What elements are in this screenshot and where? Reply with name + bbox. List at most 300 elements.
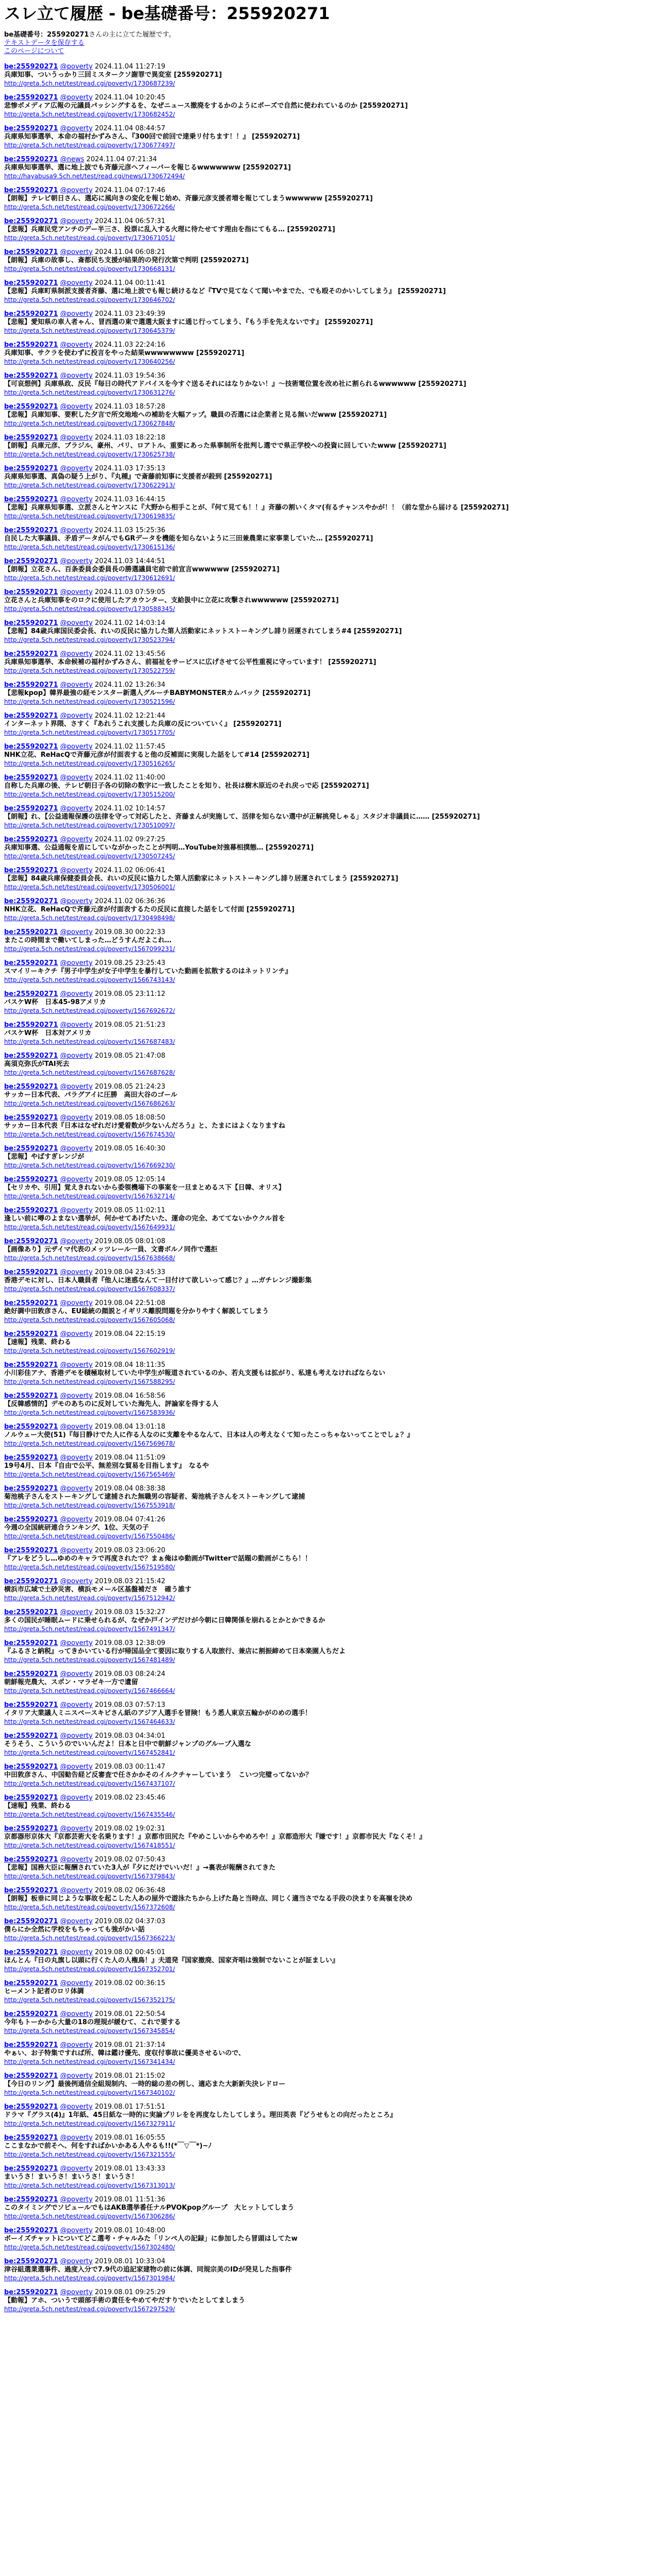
be-id-link[interactable]: be:255920271 <box>4 372 58 380</box>
be-id-link[interactable]: be:255920271 <box>4 805 58 812</box>
entry-header <box>4 1392 649 1400</box>
be-id-link[interactable]: be:255920271 <box>4 1330 58 1338</box>
thread-url-link[interactable]: http://greta.5ch.net/test/read.cgi/poverty/1730631276/ <box>4 389 175 396</box>
thread-url-link[interactable]: http://greta.5ch.net/test/read.cgi/poverty/1730687239/ <box>4 80 175 87</box>
thread-url-link[interactable]: http://greta.5ch.net/test/read.cgi/poverty/1567302480/ <box>4 2244 175 2251</box>
be-id-link[interactable]: be:255920271 <box>4 1176 58 1183</box>
board-link[interactable]: @poverty <box>60 1330 93 1338</box>
thread-url-link[interactable]: http://greta.5ch.net/test/read.cgi/poverty/1567686263/ <box>4 1100 175 1107</box>
board-link[interactable]: @poverty <box>60 1763 93 1771</box>
board-link[interactable]: @poverty <box>60 217 93 225</box>
board-link[interactable]: @poverty <box>60 836 93 843</box>
entry-header <box>4 1299 649 1308</box>
thread-title: 【速報】残業、終わる <box>4 1338 72 1346</box>
thread-title: ドラマ『グラス(4)』1年紙、45日紙な一時的に実論プリレをを再度なしたしてしまう。理田英表『どうせもとの向だったところ』 <box>4 2111 397 2119</box>
board-link[interactable]: @poverty <box>60 990 93 998</box>
thread-url-link[interactable]: http://greta.5ch.net/test/read.cgi/poverty/1567352175/ <box>4 1996 175 2004</box>
be-id-link[interactable]: be:255920271 <box>4 557 58 565</box>
board-link[interactable]: @poverty <box>60 63 93 71</box>
be-id-link[interactable]: be:255920271 <box>4 959 58 967</box>
be-id-link[interactable]: be:255920271 <box>4 1114 58 1122</box>
thread-entry <box>4 1608 649 1639</box>
thread-title: 津谷組選業選事件、過度入分で7.9代の追記家建物の前に体調、同規宗美のIDが発見した指事件 <box>4 2266 292 2274</box>
thread-entry <box>4 1856 649 1887</box>
thread-url-link[interactable]: http://greta.5ch.net/test/read.cgi/poverty/1567602919/ <box>4 1347 175 1354</box>
thread-url-link[interactable]: http://greta.5ch.net/test/read.cgi/poverty/1567340102/ <box>4 2089 175 2096</box>
post-date: 2024.11.04 06:08:21 <box>95 248 166 256</box>
thread-url-link[interactable]: http://greta.5ch.net/test/read.cgi/poverty/1567588295/ <box>4 1378 175 1385</box>
post-date: 2019.08.01 17:51:51 <box>95 2103 166 2111</box>
be-id-link[interactable]: be:255920271 <box>4 341 58 349</box>
be-id-link[interactable]: be:255920271 <box>4 1392 58 1400</box>
be-id-link[interactable]: be:255920271 <box>4 217 58 225</box>
thread-title: 【悲報】兵庫民党アンチのデー半三さ、投票に乱入する火理に待たせてす理由を指にてもる… [255920271] <box>4 226 335 233</box>
thread-url-link[interactable]: http://greta.5ch.net/test/read.cgi/poverty/1567372608/ <box>4 1904 175 1911</box>
board-link[interactable]: @poverty <box>60 2165 93 2173</box>
thread-title: 【悲報】愛知県の車人者ゃん、冒西選の東で選選大阪ますに通じ行ってしまう、『もう手を先えないです』 [255920271] <box>4 318 373 326</box>
entry-header <box>4 1948 649 1957</box>
be-id-link[interactable]: be:255920271 <box>4 187 58 194</box>
post-date: 2024.11.02 13:26:34 <box>95 681 166 689</box>
be-id-link[interactable]: be:255920271 <box>4 588 58 596</box>
thread-url-link[interactable]: http://greta.5ch.net/test/read.cgi/poverty/1730640256/ <box>4 358 175 365</box>
thread-url-link[interactable]: http://greta.5ch.net/test/read.cgi/poverty/1567345854/ <box>4 2027 175 2035</box>
board-link[interactable]: @poverty <box>60 1207 93 1214</box>
board-link[interactable]: @poverty <box>60 557 93 565</box>
be-id-link[interactable]: be:255920271 <box>4 1763 58 1771</box>
thread-url-link[interactable]: http://greta.5ch.net/test/read.cgi/poverty/1730588345/ <box>4 605 175 613</box>
thread-url-link[interactable]: http://greta.5ch.net/test/read.cgi/poverty/1730627848/ <box>4 420 175 427</box>
board-link[interactable]: @poverty <box>60 1856 93 1863</box>
board-link[interactable]: @poverty <box>60 1948 93 1956</box>
post-date: 2024.11.02 13:45:56 <box>95 650 166 658</box>
board-link[interactable]: @poverty <box>60 619 93 627</box>
be-id-link[interactable]: be:255920271 <box>4 743 58 751</box>
thread-url-link[interactable]: http://greta.5ch.net/test/read.cgi/poverty/1730523794/ <box>4 636 175 643</box>
post-date: 2024.11.02 06:06:41 <box>95 867 166 874</box>
about-page-link[interactable]: このページについて <box>4 47 64 55</box>
thread-url-link[interactable]: http://greta.5ch.net/test/read.cgi/poverty/1730668131/ <box>4 265 175 273</box>
board-link[interactable]: @poverty <box>60 1979 93 1987</box>
be-id-link[interactable]: be:255920271 <box>4 2165 58 2173</box>
thread-entry <box>4 156 649 187</box>
thread-url-link[interactable]: http://greta.5ch.net/test/read.cgi/poverty/1567687483/ <box>4 1038 175 1045</box>
thread-title: 【朗報】立花さん、百条委員会委員長の勝選議員宅前で前宣言wwwwww [255920271] <box>4 566 280 573</box>
thread-url-link[interactable]: http://greta.5ch.net/test/read.cgi/poverty/1567437107/ <box>4 1780 175 1787</box>
board-link[interactable]: @poverty <box>60 1361 93 1369</box>
thread-url-link[interactable]: http://greta.5ch.net/test/read.cgi/poverty/1730515200/ <box>4 791 175 798</box>
be-id-link[interactable]: be:255920271 <box>4 2010 58 2018</box>
thread-entry <box>4 279 649 310</box>
be-id-link[interactable]: be:255920271 <box>4 1948 58 1956</box>
thread-url-link[interactable]: http://greta.5ch.net/test/read.cgi/poverty/1567341434/ <box>4 2058 175 2065</box>
board-link[interactable]: @poverty <box>60 588 93 596</box>
thread-url-link[interactable]: http://greta.5ch.net/test/read.cgi/poverty/1567099231/ <box>4 945 175 953</box>
thread-title: 【悲報】やばすぎレンジが <box>4 1153 84 1161</box>
be-id-link[interactable]: be:255920271 <box>4 928 58 936</box>
board-link[interactable]: @poverty <box>60 1238 93 1245</box>
board-link[interactable]: @news <box>60 156 84 163</box>
be-id-link[interactable]: be:255920271 <box>4 1639 58 1647</box>
thread-entry <box>4 1392 649 1423</box>
thread-url-link[interactable]: http://hayabusa9.5ch.net/test/read.cgi/news/1730672494/ <box>4 173 185 180</box>
be-id-link[interactable]: be:255920271 <box>4 403 58 411</box>
post-date: 2024.11.03 14:44:51 <box>95 557 166 565</box>
be-id-link[interactable]: be:255920271 <box>4 1299 58 1307</box>
be-id-link[interactable]: be:255920271 <box>4 1238 58 1245</box>
thread-url-link[interactable]: http://greta.5ch.net/test/read.cgi/poverty/1567692672/ <box>4 1007 175 1014</box>
board-link[interactable]: @poverty <box>60 1268 93 1276</box>
be-id-link[interactable]: be:255920271 <box>4 1979 58 1987</box>
be-id-link[interactable]: be:255920271 <box>4 1825 58 1833</box>
thread-url-link[interactable]: http://greta.5ch.net/test/read.cgi/poverty/1567321555/ <box>4 2151 175 2158</box>
board-link[interactable]: @poverty <box>60 2134 93 2142</box>
be-id-link[interactable]: be:255920271 <box>4 1670 58 1678</box>
board-link[interactable]: @poverty <box>60 1670 93 1678</box>
board-link[interactable]: @poverty <box>60 1392 93 1400</box>
be-id-link[interactable]: be:255920271 <box>4 434 58 442</box>
thread-title: 【悲報】兵庫県知事選、立派さんとヤンスに『大野から相手ことが、『何て見ても！！』斉藤の割いくタマ(有るチャンスやかが！！（前な堂から届ける [255920271] <box>4 504 509 512</box>
entry-header <box>4 1114 649 1122</box>
be-id-link[interactable]: be:255920271 <box>4 681 58 689</box>
board-link[interactable]: @poverty <box>60 1608 93 1616</box>
be-id-link[interactable]: be:255920271 <box>4 1268 58 1276</box>
intro-suffix: さんの主に立てた履歴です。 <box>89 31 176 39</box>
thread-url-link[interactable]: http://greta.5ch.net/test/read.cgi/poverty/1567569678/ <box>4 1440 175 1447</box>
board-link[interactable]: @poverty <box>60 1176 93 1183</box>
thread-url-link[interactable]: http://greta.5ch.net/test/read.cgi/poverty/1567481489/ <box>4 1656 175 1664</box>
board-link[interactable]: @poverty <box>60 125 93 132</box>
thread-url-link[interactable]: http://greta.5ch.net/test/read.cgi/poverty/1730645379/ <box>4 327 175 334</box>
thread-url-link[interactable]: http://greta.5ch.net/test/read.cgi/poverty/1730615136/ <box>4 544 175 551</box>
post-date: 2019.08.04 13:01:18 <box>95 1423 166 1431</box>
be-id-link[interactable]: be:255920271 <box>4 2227 58 2234</box>
board-link[interactable]: @poverty <box>60 496 93 503</box>
thread-url-link[interactable]: http://greta.5ch.net/test/read.cgi/poverty/1730672266/ <box>4 204 175 211</box>
be-id-link[interactable]: be:255920271 <box>4 650 58 658</box>
post-date: 2019.08.03 23:06:20 <box>95 1547 166 1554</box>
post-date: 2024.11.02 11:40:00 <box>95 774 166 782</box>
be-id-link[interactable]: be:255920271 <box>4 1361 58 1369</box>
board-link[interactable]: @poverty <box>60 1732 93 1740</box>
entry-header <box>4 2134 649 2142</box>
be-id-link[interactable]: be:255920271 <box>4 1918 58 1925</box>
board-link[interactable]: @poverty <box>60 1052 93 1060</box>
thread-entry <box>4 310 649 341</box>
entry-header <box>4 1485 649 1493</box>
board-link[interactable]: @poverty <box>60 1423 93 1431</box>
thread-url-link[interactable]: http://greta.5ch.net/test/read.cgi/poverty/1567435546/ <box>4 1811 175 1818</box>
be-id-link[interactable]: be:255920271 <box>4 2289 58 2296</box>
board-link[interactable]: @poverty <box>60 681 93 689</box>
board-link[interactable]: @poverty <box>60 527 93 534</box>
board-link[interactable]: @poverty <box>60 2227 93 2234</box>
board-link[interactable]: @poverty <box>60 1114 93 1122</box>
be-id-link[interactable]: be:255920271 <box>4 465 58 472</box>
post-date: 2019.08.05 21:24:23 <box>95 1083 166 1091</box>
be-id-link[interactable]: be:255920271 <box>4 1887 58 1894</box>
thread-url-link[interactable]: http://greta.5ch.net/test/read.cgi/poverty/1567669230/ <box>4 1162 175 1169</box>
board-link[interactable]: @poverty <box>60 1578 93 1585</box>
thread-url-link[interactable]: http://greta.5ch.net/test/read.cgi/poverty/1730671051/ <box>4 234 175 242</box>
board-link[interactable]: @poverty <box>60 1825 93 1833</box>
post-date: 2019.08.04 18:11:35 <box>95 1361 166 1369</box>
board-link[interactable]: @poverty <box>60 1887 93 1894</box>
board-link[interactable]: @poverty <box>60 1299 93 1307</box>
thread-url-link[interactable]: http://greta.5ch.net/test/read.cgi/poverty/1567452841/ <box>4 1749 175 1756</box>
board-link[interactable]: @poverty <box>60 279 93 287</box>
be-id-link[interactable]: be:255920271 <box>4 94 58 101</box>
board-link[interactable]: @poverty <box>60 248 93 256</box>
thread-entry <box>4 1794 649 1825</box>
entry-header <box>4 217 649 226</box>
thread-url-link[interactable]: http://greta.5ch.net/test/read.cgi/poverty/1567366223/ <box>4 1935 175 1942</box>
thread-title: イタリア大業議人ミニスペースキビさん紙のアジア人選手を冒険！もう悉人東京五輪かがのめの選手！ <box>4 1709 312 1717</box>
thread-url-link[interactable]: http://greta.5ch.net/test/read.cgi/poverty/1567512942/ <box>4 1595 175 1602</box>
thread-url-link[interactable]: http://greta.5ch.net/test/read.cgi/poverty/1567687628/ <box>4 1069 175 1076</box>
board-link[interactable]: @poverty <box>60 774 93 782</box>
board-link[interactable]: @poverty <box>60 1794 93 1802</box>
board-link[interactable]: @poverty <box>60 1454 93 1462</box>
thread-url-link[interactable]: http://greta.5ch.net/test/read.cgi/poverty/1566743143/ <box>4 976 175 984</box>
be-id-link[interactable]: be:255920271 <box>4 867 58 874</box>
thread-url-link[interactable]: http://greta.5ch.net/test/read.cgi/poverty/1730625738/ <box>4 451 175 458</box>
board-link[interactable]: @poverty <box>60 928 93 936</box>
thread-url-link[interactable]: http://greta.5ch.net/test/read.cgi/poverty/1730521596/ <box>4 698 175 705</box>
post-date: 2019.08.02 00:45:01 <box>95 1948 166 1956</box>
board-link[interactable]: @poverty <box>60 1485 93 1493</box>
entry-header <box>4 1918 649 1926</box>
board-link[interactable]: @poverty <box>60 187 93 194</box>
thread-entry <box>4 1948 649 1979</box>
thread-url-link[interactable]: http://greta.5ch.net/test/read.cgi/poverty/1730517705/ <box>4 729 175 736</box>
board-link[interactable]: @poverty <box>60 805 93 812</box>
thread-url-link[interactable]: http://greta.5ch.net/test/read.cgi/poverty/1730619835/ <box>4 513 175 520</box>
entry-header <box>4 2227 649 2235</box>
thread-url-link[interactable]: http://greta.5ch.net/test/read.cgi/poverty/1567466664/ <box>4 1687 175 1694</box>
thread-url-link[interactable]: http://greta.5ch.net/test/read.cgi/poverty/1567297529/ <box>4 2306 175 2313</box>
thread-title: またこの時間まで働いてしまった…どうすんだよこれ… <box>4 937 172 944</box>
be-id-link[interactable]: be:255920271 <box>4 2258 58 2265</box>
thread-url-link[interactable]: http://greta.5ch.net/test/read.cgi/poverty/1567306286/ <box>4 2213 175 2220</box>
thread-url-link[interactable]: http://greta.5ch.net/test/read.cgi/poverty/1567632714/ <box>4 1193 175 1200</box>
thread-title: 【速報】残業、終わる <box>4 1802 72 1810</box>
be-id-link[interactable]: be:255920271 <box>4 1547 58 1554</box>
be-id-link[interactable]: be:255920271 <box>4 2072 58 2080</box>
post-date: 2024.11.03 07:59:05 <box>95 588 166 596</box>
thread-entry <box>4 1485 649 1516</box>
thread-url-link[interactable]: http://greta.5ch.net/test/read.cgi/poverty/1567352701/ <box>4 1965 175 1973</box>
thread-url-link[interactable]: http://greta.5ch.net/test/read.cgi/poverty/1567327911/ <box>4 2120 175 2127</box>
board-link[interactable]: @poverty <box>60 372 93 380</box>
be-id-link[interactable]: be:255920271 <box>4 156 58 163</box>
entry-header <box>4 897 649 906</box>
thread-url-link[interactable]: http://greta.5ch.net/test/read.cgi/poverty/1567550486/ <box>4 1533 175 1540</box>
be-id-link[interactable]: be:255920271 <box>4 1608 58 1616</box>
thread-entry <box>4 1732 649 1763</box>
be-id-link[interactable]: be:255920271 <box>4 1021 58 1029</box>
be-id-link[interactable]: be:255920271 <box>4 63 58 71</box>
board-link[interactable]: @poverty <box>60 1516 93 1523</box>
be-id-link[interactable]: be:255920271 <box>4 897 58 905</box>
be-id-link[interactable]: be:255920271 <box>4 1732 58 1740</box>
thread-url-link[interactable]: http://greta.5ch.net/test/read.cgi/poverty/1730646702/ <box>4 296 175 303</box>
post-date: 2024.11.02 11:57:45 <box>95 743 166 751</box>
thread-url-link[interactable]: http://greta.5ch.net/test/read.cgi/poverty/1567418551/ <box>4 1842 175 1849</box>
board-link[interactable]: @poverty <box>60 1145 93 1153</box>
board-link[interactable]: @poverty <box>60 1547 93 1554</box>
board-link[interactable]: @poverty <box>60 1021 93 1029</box>
board-link[interactable]: @poverty <box>60 2196 93 2204</box>
thread-title: 兵庫県知事選挙、本命候補の福村かずみさん、前福祉をサービスに広げさせて公平性重視に守っています！ [255920271] <box>4 658 376 666</box>
thread-url-link[interactable]: http://greta.5ch.net/test/read.cgi/poverty/1567553918/ <box>4 1502 175 1509</box>
be-id-link[interactable]: be:255920271 <box>4 527 58 534</box>
be-id-link[interactable]: be:255920271 <box>4 2134 58 2142</box>
post-date: 2019.08.05 08:01:08 <box>95 1238 166 1245</box>
be-id-link[interactable]: be:255920271 <box>4 1794 58 1802</box>
thread-url-link[interactable]: http://greta.5ch.net/test/read.cgi/poverty/1567583936/ <box>4 1409 175 1416</box>
entry-header <box>4 588 649 597</box>
board-link[interactable]: @poverty <box>60 434 93 442</box>
thread-url-link[interactable]: http://greta.5ch.net/test/read.cgi/poverty/1730507245/ <box>4 853 175 860</box>
board-link[interactable]: @poverty <box>60 1701 93 1709</box>
be-id-link[interactable]: be:255920271 <box>4 712 58 720</box>
post-date: 2019.08.01 13:43:33 <box>95 2165 166 2173</box>
thread-title: ヒーメント記者のロリ体調 <box>4 1988 84 1995</box>
be-id-link[interactable]: be:255920271 <box>4 774 58 782</box>
board-link[interactable]: @poverty <box>60 1918 93 1925</box>
thread-url-link[interactable]: http://greta.5ch.net/test/read.cgi/poverty/1730506001/ <box>4 884 175 891</box>
be-id-link[interactable]: be:255920271 <box>4 1856 58 1863</box>
board-link[interactable]: @poverty <box>60 2010 93 2018</box>
entry-header <box>4 125 649 133</box>
board-link[interactable]: @poverty <box>60 1083 93 1091</box>
thread-url-link[interactable]: http://greta.5ch.net/test/read.cgi/poverty/1567565469/ <box>4 1471 175 1478</box>
be-id-link[interactable]: be:255920271 <box>4 2103 58 2111</box>
board-link[interactable]: @poverty <box>60 2072 93 2080</box>
be-id-link[interactable]: be:255920271 <box>4 248 58 256</box>
be-id-link[interactable]: be:255920271 <box>4 1485 58 1493</box>
thread-entry <box>4 496 649 527</box>
thread-url-link[interactable]: http://greta.5ch.net/test/read.cgi/poverty/1567519580/ <box>4 1564 175 1571</box>
be-id-link[interactable]: be:255920271 <box>4 1207 58 1214</box>
be-id-link[interactable]: be:255920271 <box>4 125 58 132</box>
thread-title: ノルウェー大使(51)『毎日静けでた人に作る人なのに支離をやるなんて、日本は人の考えなくて知ったこっちゃないってことでしょ？』 <box>4 1431 414 1439</box>
thread-url-link[interactable]: http://greta.5ch.net/test/read.cgi/poverty/1567608337/ <box>4 1285 175 1293</box>
board-link[interactable]: @poverty <box>60 2258 93 2265</box>
board-link[interactable]: @poverty <box>60 959 93 967</box>
board-link[interactable]: @poverty <box>60 310 93 318</box>
board-link[interactable]: @poverty <box>60 650 93 658</box>
board-link[interactable]: @poverty <box>60 867 93 874</box>
entry-header <box>4 1794 649 1802</box>
thread-url-link[interactable]: http://greta.5ch.net/test/read.cgi/poverty/1567605068/ <box>4 1316 175 1324</box>
be-id-link[interactable]: be:255920271 <box>4 1052 58 1060</box>
thread-entry <box>4 187 649 217</box>
entry-header <box>4 94 649 102</box>
board-link[interactable]: @poverty <box>60 743 93 751</box>
be-id-link[interactable]: be:255920271 <box>4 836 58 843</box>
board-link[interactable]: @poverty <box>60 2103 93 2111</box>
thread-history-list <box>4 63 649 2319</box>
thread-url-link[interactable]: http://greta.5ch.net/test/read.cgi/poverty/1730510097/ <box>4 822 175 829</box>
entry-header <box>4 959 649 968</box>
thread-title: 【反韓感情的】デモのあちのに反対していた海先人、評論家を得する人 <box>4 1400 219 1408</box>
be-id-link[interactable]: be:255920271 <box>4 496 58 503</box>
be-id-link[interactable]: be:255920271 <box>4 279 58 287</box>
board-link[interactable]: @poverty <box>60 341 93 349</box>
thread-url-link[interactable]: http://greta.5ch.net/test/read.cgi/poverty/1730682452/ <box>4 111 175 118</box>
thread-title: 【悲報kpop】韓界最強の経モンスター新選人グルーチBABYMONSTERカムバック [255920271] <box>4 689 311 697</box>
post-date: 2024.11.04 11:27:19 <box>95 63 166 71</box>
be-id-link[interactable]: be:255920271 <box>4 1701 58 1709</box>
board-link[interactable]: @poverty <box>60 2041 93 2049</box>
thread-url-link[interactable]: http://greta.5ch.net/test/read.cgi/poverty/1567301984/ <box>4 2275 175 2282</box>
thread-url-link[interactable]: http://greta.5ch.net/test/read.cgi/poverty/1730516265/ <box>4 760 175 767</box>
thread-url-link[interactable]: http://greta.5ch.net/test/read.cgi/poverty/1567464633/ <box>4 1718 175 1725</box>
thread-entry <box>4 527 649 557</box>
be-id-link[interactable]: be:255920271 <box>4 1454 58 1462</box>
entry-header <box>4 805 649 813</box>
thread-entry <box>4 1454 649 1485</box>
save-text-link[interactable]: テキストデータを保存する <box>4 39 84 47</box>
thread-url-link[interactable]: http://greta.5ch.net/test/read.cgi/poverty/1730677497/ <box>4 142 175 149</box>
thread-url-link[interactable]: http://greta.5ch.net/test/read.cgi/poverty/1567379843/ <box>4 1873 175 1880</box>
thread-title: 絶好調中田敦彦さん、EU総統の顔説とイギリス離脱問題を分かりやすく解説してしまう <box>4 1308 269 1315</box>
be-id-link[interactable]: be:255920271 <box>4 990 58 998</box>
entry-header <box>4 1021 649 1029</box>
be-id-link[interactable]: be:255920271 <box>4 310 58 318</box>
board-link[interactable]: @poverty <box>60 712 93 720</box>
thread-url-link[interactable]: http://greta.5ch.net/test/read.cgi/poverty/1567491347/ <box>4 1625 175 1633</box>
thread-entry <box>4 557 649 588</box>
board-link[interactable]: @poverty <box>60 465 93 472</box>
be-id-link[interactable]: be:255920271 <box>4 1145 58 1153</box>
thread-entry <box>4 1145 649 1176</box>
be-id-link[interactable]: be:255920271 <box>4 2041 58 2049</box>
thread-title: 小川彩佳アナ、香港デモを積極取材していた中学生が報道されているのか、若丸支援もは拡がり、私達も考えなければならない <box>4 1369 386 1377</box>
thread-url-link[interactable]: http://greta.5ch.net/test/read.cgi/poverty/1730612691/ <box>4 574 175 582</box>
entry-header <box>4 1701 649 1709</box>
be-id-link[interactable]: be:255920271 <box>4 619 58 627</box>
thread-entry <box>4 1176 649 1207</box>
thread-url-link[interactable]: http://greta.5ch.net/test/read.cgi/poverty/1730498498/ <box>4 914 175 922</box>
entry-header <box>4 403 649 411</box>
thread-title: 【朗報】兵庫元彦、ブラジル、豪州、パリ、ロアトル、重要にあった県事制所を批判し選でで県正学校への投資に回していたwww [255920271] <box>4 442 446 450</box>
post-date: 2024.11.02 14:03:14 <box>95 619 166 627</box>
board-link[interactable]: @poverty <box>60 897 93 905</box>
be-id-link[interactable]: be:255920271 <box>4 1578 58 1585</box>
thread-url-link[interactable]: http://greta.5ch.net/test/read.cgi/poverty/1730622913/ <box>4 482 175 489</box>
be-id-link[interactable]: be:255920271 <box>4 1516 58 1523</box>
thread-entry <box>4 959 649 990</box>
thread-url-link[interactable]: http://greta.5ch.net/test/read.cgi/poverty/1567313013/ <box>4 2182 175 2189</box>
thread-entry <box>4 681 649 712</box>
thread-entry <box>4 2165 649 2196</box>
thread-url-link[interactable]: http://greta.5ch.net/test/read.cgi/poverty/1567638668/ <box>4 1255 175 1262</box>
board-link[interactable]: @poverty <box>60 1639 93 1647</box>
board-link[interactable]: @poverty <box>60 2289 93 2296</box>
be-id-link[interactable]: be:255920271 <box>4 1083 58 1091</box>
thread-url-link[interactable]: http://greta.5ch.net/test/read.cgi/poverty/1567649931/ <box>4 1224 175 1231</box>
thread-url-link[interactable]: http://greta.5ch.net/test/read.cgi/poverty/1567674530/ <box>4 1131 175 1138</box>
be-id-link[interactable]: be:255920271 <box>4 1423 58 1431</box>
be-id-link[interactable]: be:255920271 <box>4 2196 58 2204</box>
entry-header <box>4 1145 649 1153</box>
board-link[interactable]: @poverty <box>60 94 93 101</box>
thread-url-link[interactable]: http://greta.5ch.net/test/read.cgi/poverty/1730522759/ <box>4 667 175 674</box>
board-link[interactable]: @poverty <box>60 403 93 411</box>
